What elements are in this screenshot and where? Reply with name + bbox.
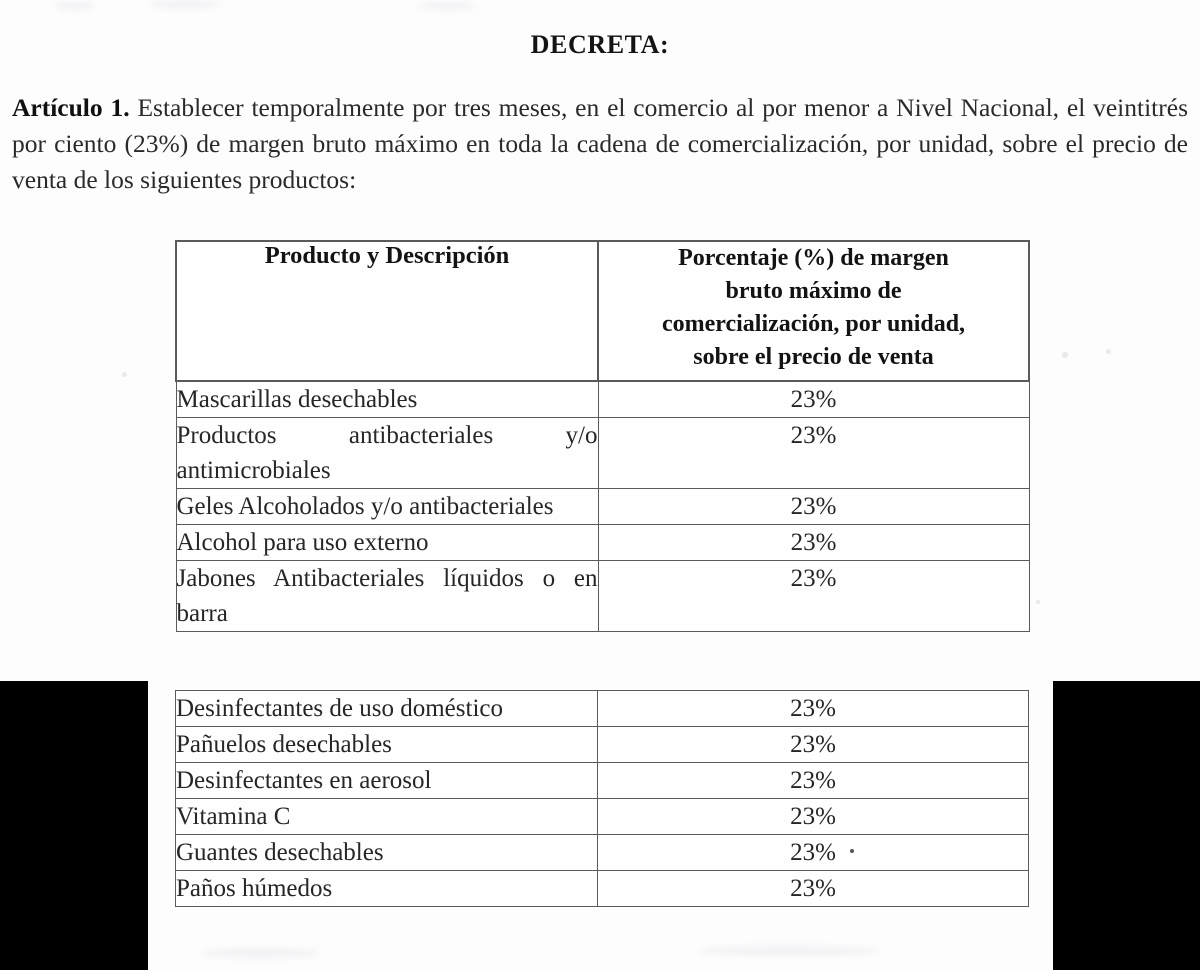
article-body-line-3: comercialización, por unidad, sobre el precio de venta de los siguientes productos: — [12, 129, 1188, 194]
article-body-line-1: Establecer temporalmente por tres meses, en el comercio al por menor a Nivel — [137, 93, 953, 122]
margin-value-text: 23% — [790, 493, 837, 520]
margin-value-text: 23% — [790, 386, 837, 413]
column-header-margin-line-2: bruto máximo de — [725, 278, 902, 304]
table-row — [176, 381, 1029, 418]
cell-margin-value — [598, 835, 1029, 871]
cell-margin-value — [598, 381, 1029, 418]
scan-artifact — [420, 2, 475, 10]
scan-artifact — [200, 948, 320, 958]
margin-table-lower — [175, 690, 1029, 907]
cell-product-name: Guantes desechables — [176, 835, 598, 871]
table-row — [176, 561, 1029, 632]
scan-artifact — [850, 849, 854, 853]
column-header-margin — [598, 241, 1029, 381]
cell-product-name: Productos antibacteriales y/o antimicrobiales — [176, 418, 598, 489]
cell-margin-value — [598, 799, 1029, 835]
cell-margin-value — [598, 561, 1029, 632]
margin-value-text: 23% — [790, 422, 837, 449]
column-header-margin-line-3: comercialización, por unidad, — [661, 311, 966, 337]
scan-band-right — [1053, 681, 1200, 970]
table-row — [176, 835, 1029, 871]
scan-artifact — [150, 0, 220, 9]
table-row — [176, 691, 1029, 727]
margin-value-text: 23% — [790, 839, 836, 866]
table-body-upper — [176, 381, 1029, 632]
cell-margin-value — [598, 418, 1029, 489]
table-row — [176, 525, 1029, 561]
margin-value-text: 23% — [790, 529, 837, 556]
page-title: DECRETA: — [530, 30, 670, 59]
scan-artifact — [122, 372, 127, 377]
margin-value-text: 23% — [790, 731, 836, 758]
table-row — [176, 763, 1029, 799]
scan-artifact — [1106, 349, 1111, 354]
table-body-lower — [176, 691, 1029, 907]
cell-margin-value — [598, 871, 1029, 907]
cell-margin-value — [598, 525, 1029, 561]
margin-table-upper — [175, 240, 1030, 632]
cell-margin-value — [598, 727, 1029, 763]
cell-product-name: Mascarillas desechables — [176, 381, 598, 418]
article-body-line-2: Nacional, el veintitrés por ciento (23%) de margen bruto máximo en toda la cadena de — [12, 93, 1188, 158]
cell-product-name: Geles Alcoholados y/o antibacteriales — [176, 489, 598, 525]
margin-value-text: 23% — [790, 875, 836, 902]
cell-product-name: Jabones Antibacteriales líquidos o en barra — [176, 561, 598, 632]
margin-value-text: 23% — [790, 803, 836, 830]
column-header-margin-line-4: sobre el precio de venta — [693, 344, 934, 370]
cell-margin-value — [598, 691, 1029, 727]
scan-artifact — [700, 946, 880, 956]
table-row — [176, 418, 1029, 489]
column-header-product: Producto y Descripción — [176, 241, 598, 381]
cell-product-name: Desinfectantes de uso doméstico — [176, 691, 598, 727]
cell-product-name: Pañuelos desechables — [176, 727, 598, 763]
scan-artifact — [1062, 352, 1068, 358]
table-row — [176, 799, 1029, 835]
margin-value-text: 23% — [790, 695, 836, 722]
article-paragraph — [12, 90, 1188, 198]
scan-band-left — [0, 681, 148, 970]
article-label: Artículo 1. — [12, 93, 130, 122]
cell-product-name: Paños húmedos — [176, 871, 598, 907]
table-row — [176, 871, 1029, 907]
cell-product-name: Desinfectantes en aerosol — [176, 763, 598, 799]
cell-margin-value — [598, 489, 1029, 525]
scan-artifact — [1036, 600, 1040, 604]
cell-product-name: Vitamina C — [176, 799, 598, 835]
table-row — [176, 489, 1029, 525]
table-row — [176, 727, 1029, 763]
cell-margin-value — [598, 763, 1029, 799]
table-header-row — [176, 241, 1029, 381]
margin-value-text: 23% — [790, 767, 836, 794]
margin-value-text: 23% — [790, 565, 837, 592]
column-header-margin-line-1: Porcentaje (%) de margen — [678, 245, 949, 271]
scan-artifact — [55, 2, 95, 10]
cell-product-name: Alcohol para uso externo — [176, 525, 598, 561]
